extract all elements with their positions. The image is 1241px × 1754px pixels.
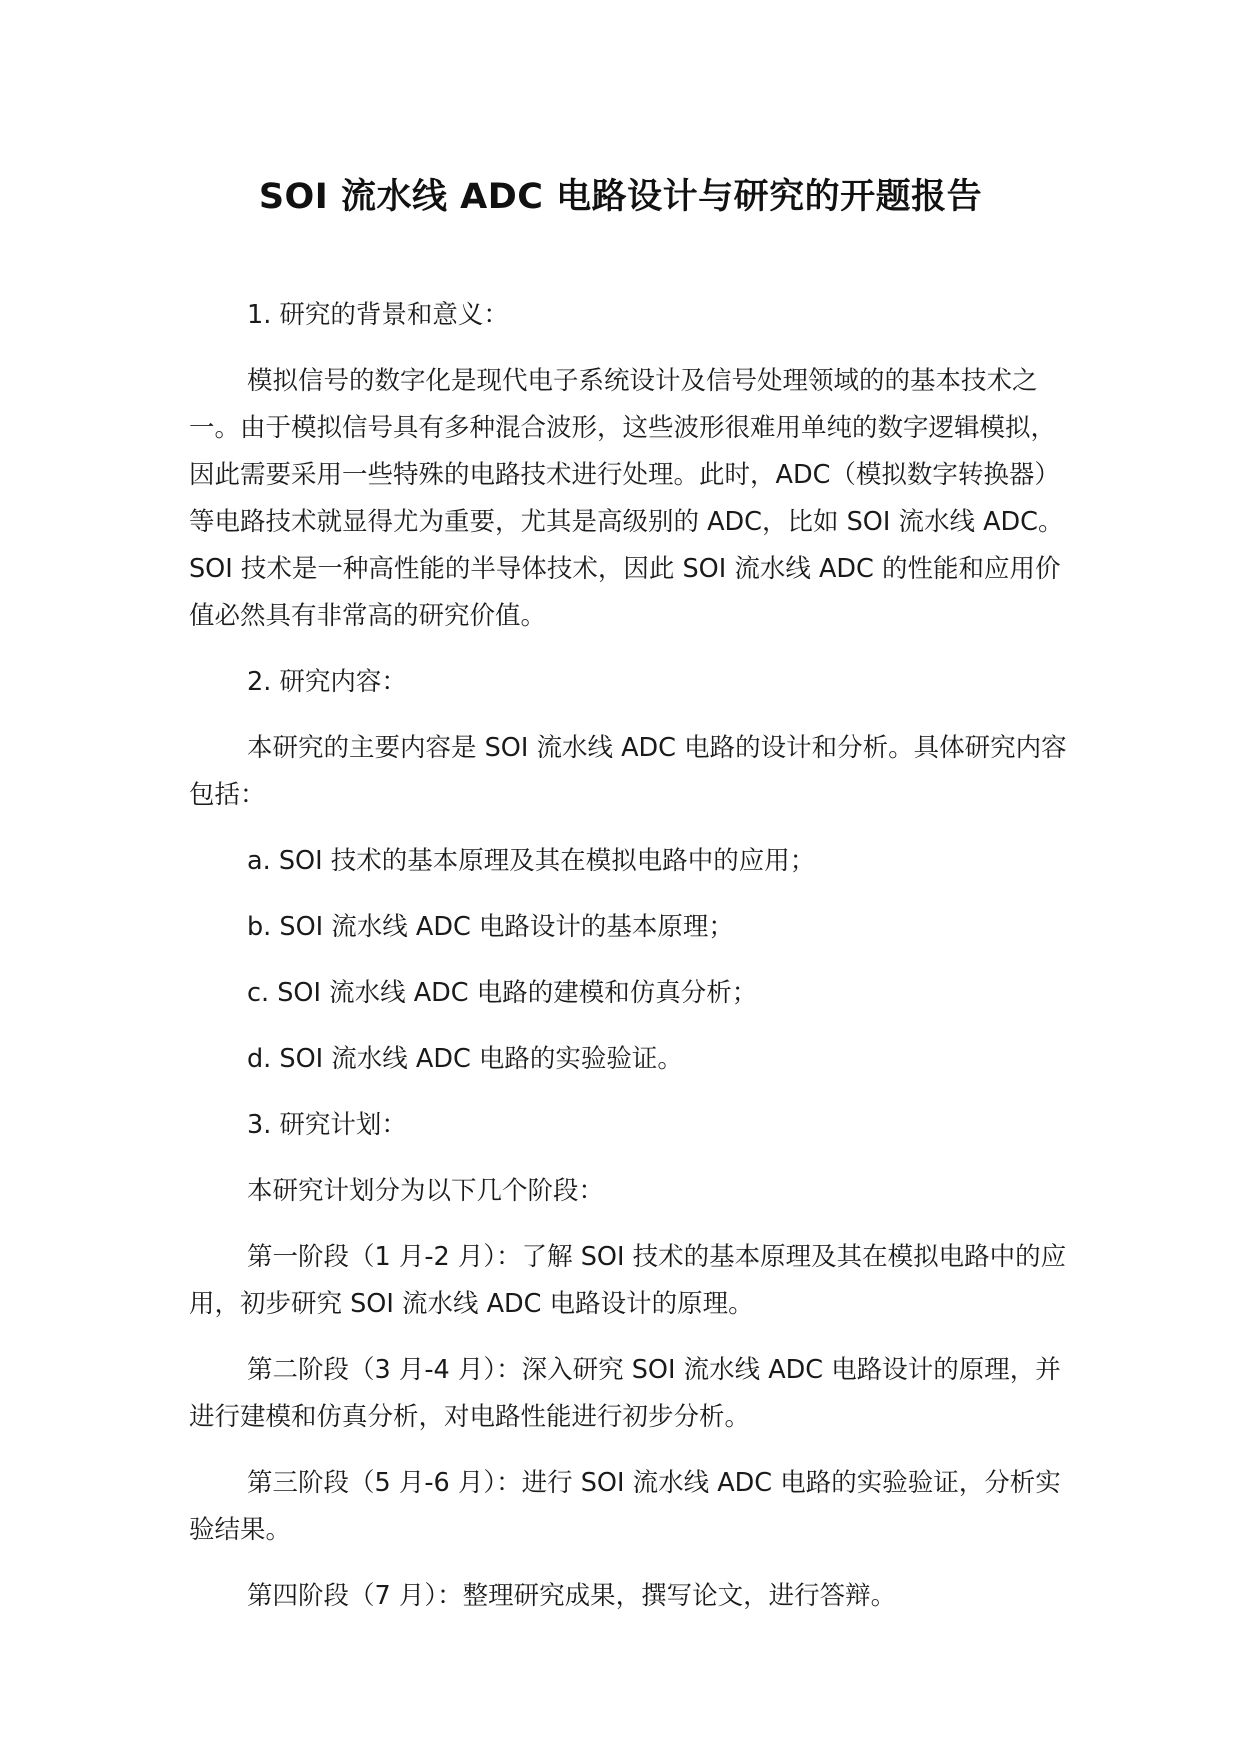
list-item-d: d. SOI 流水线 ADC 电路的实验验证。 <box>247 1044 683 1074</box>
plan-stage-4: 第四阶段（7 月）：整理研究成果，撰写论文，进行答辩。 <box>247 1581 897 1611</box>
paragraph-background: 模拟信号的数字化是现代电子系统设计及信号处理领域的的基本技术之一。由于模拟信号具有多种混合波形，这些波形很难用单纯的数字逻辑模拟，因此需要采用一些特殊的电路技术进行处理。此时，ADC（模拟数字转换器）等电路技术就显得尤为重要，尤其是高级别的 ADC，比如 SOI 流水线 ADC。SOI 技术是一种高性能的半导体技术，因此 SOI 流水线 ADC 的性能和应用价值必然具有非常高的研究价值。 <box>189 366 1064 631</box>
list-item-c: c. SOI 流水线 ADC 电路的建模和仿真分析； <box>247 978 758 1008</box>
plan-stage-3: 第三阶段（5 月-6 月）：进行 SOI 流水线 ADC 电路的实验验证，分析实验结果。 <box>189 1468 1061 1545</box>
paragraph-content-intro: 本研究的主要内容是 SOI 流水线 ADC 电路的设计和分析。具体研究内容包括： <box>189 733 1067 810</box>
plan-stage-2: 第二阶段（3 月-4 月）：深入研究 SOI 流水线 ADC 电路设计的原理，并进行建模和仿真分析，对电路性能进行初步分析。 <box>189 1355 1061 1432</box>
document-title: SOI 流水线 ADC 电路设计与研究的开题报告 <box>258 177 983 217</box>
list-item-a: a. SOI 技术的基本原理及其在模拟电路中的应用； <box>247 846 816 876</box>
document-body <box>189 292 1069 1639</box>
plan-stage-1: 第一阶段（1 月-2 月）：了解 SOI 技术的基本原理及其在模拟电路中的应用，初步研究 SOI 流水线 ADC 电路设计的原理。 <box>189 1242 1067 1319</box>
list-item-b: b. SOI 流水线 ADC 电路设计的基本原理； <box>247 912 734 942</box>
section-heading-background: 1. 研究的背景和意义： <box>247 300 509 330</box>
section-heading-content: 2. 研究内容： <box>247 667 407 697</box>
section-heading-plan: 3. 研究计划： <box>247 1110 407 1140</box>
paragraph-plan-intro: 本研究计划分为以下几个阶段： <box>247 1176 605 1206</box>
